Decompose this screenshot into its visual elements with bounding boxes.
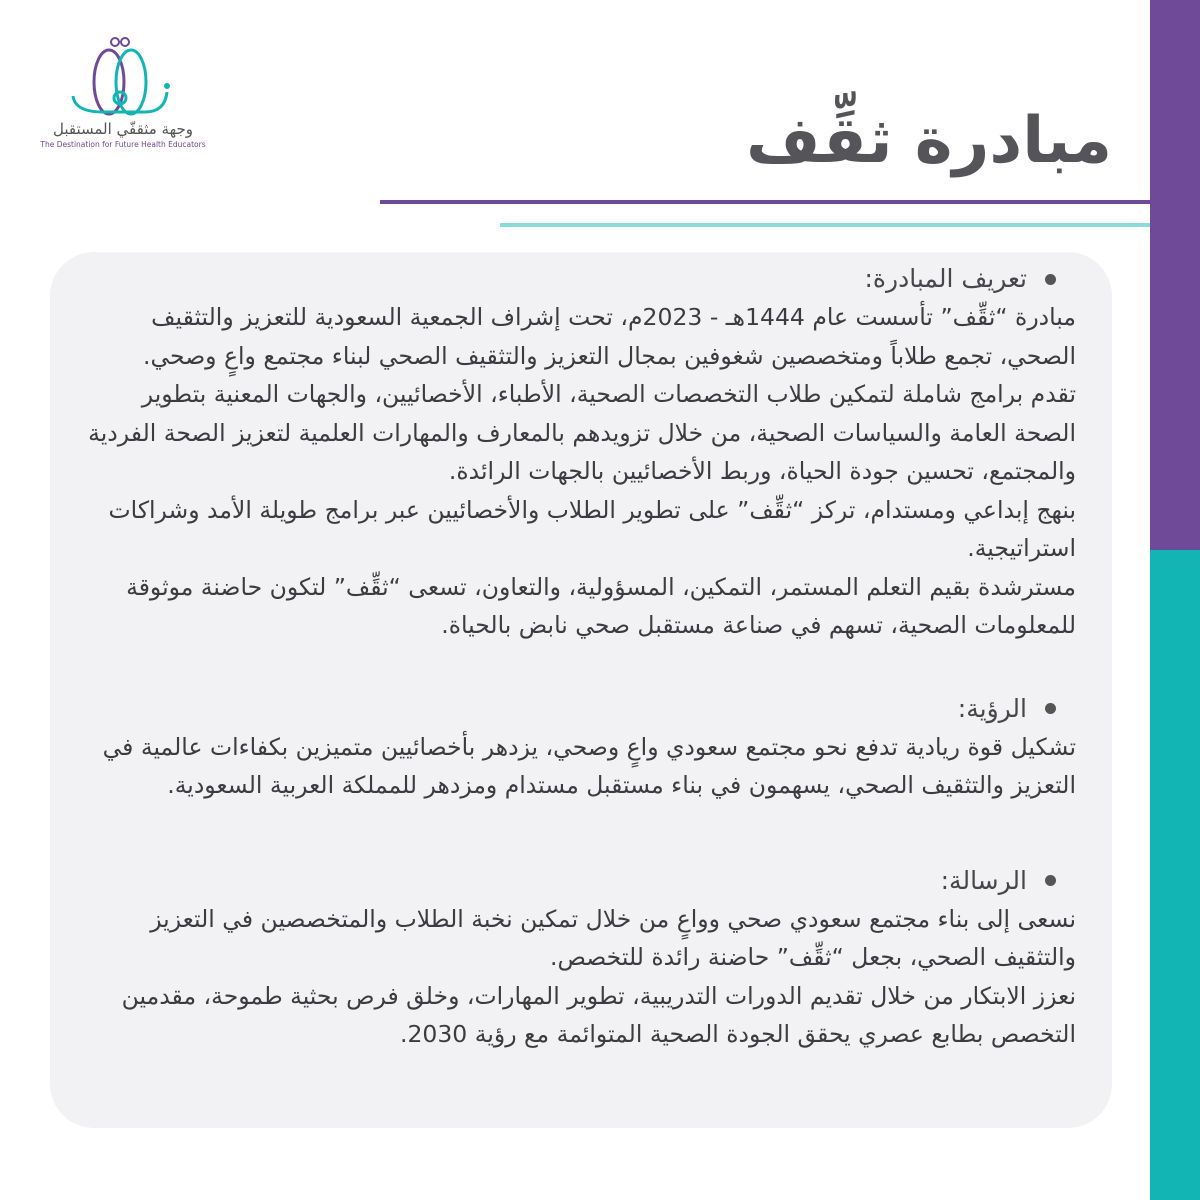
logo — [38, 36, 208, 176]
mission-paragraph: نعزز الابتكار من خلال تقديم الدورات التدريبية، تطوير المهارات، وخلق فرص بحثية طموحة، مقدمين التخصص بطابع عصري يحقق الجودة الصحية المتوائمة مع رؤية 2030. — [121, 981, 1076, 1048]
section-heading-text: الرسالة: — [940, 865, 1027, 895]
vision-paragraph: تشكيل قوة ريادية تدفع نحو مجتمع سعودي واعٍ وصحي، يزدهر بأخصائيين متميزين بكفاءات عالمية في التعزيز والتثقيف الصحي، يسهمون في بناء مستقبل مستدام ومزدهر للمملكة العربية السعودية. — [102, 732, 1076, 799]
section-heading-text: تعريف المبادرة: — [864, 264, 1027, 293]
purple-side-stripe — [1150, 0, 1200, 550]
logo-tagline-arabic: وجهة مثقفّي المستقبل — [52, 120, 194, 138]
bullet-icon — [1045, 274, 1056, 285]
page-title: مبادرة ثقِّف — [746, 104, 1112, 178]
section-spacer — [80, 645, 1076, 690]
mission-paragraph: نسعى إلى بناء مجتمع سعودي صحي وواعٍ من خلال تمكين نخبة الطلاب والمتخصصين في التعزيز والتثقيف الصحي، بجعل “ثقِّف” حاضنة رائدة للتخصص. — [150, 904, 1076, 971]
section-heading-text: الرؤية: — [957, 693, 1027, 723]
logo-mark-icon — [63, 36, 183, 118]
section-heading-definition — [80, 260, 1076, 298]
bullet-icon — [1045, 875, 1056, 886]
bullet-icon — [1045, 703, 1056, 714]
content-card — [50, 252, 1112, 1128]
section-heading-vision — [80, 690, 1076, 728]
definition-paragraph: مبادرة “ثقِّف” تأسست عام 1444هـ - 2023م، تحت إشراف الجمعية السعودية للتعزيز والتثقيف الصحي، تجمع طلاباً ومتخصصين شغوفين بمجال التعزيز والتثقيف الصحي لبناء مجتمع واعٍ وصحي. — [143, 303, 1076, 370]
section-heading-mission — [80, 862, 1076, 900]
teal-side-stripe — [1150, 550, 1200, 1200]
definition-paragraph: تقدم برامج شاملة لتمكين طلاب التخصصات الصحية، الأطباء، الأخصائيين، والجهات المعنية بتطوير الصحة العامة والسياسات الصحية، من خلال تزويدهم بالمعارف والمهارات العلمية لتعزيز الصحة الفردية والمجتمع، تحسين جودة الحياة، وربط الأخصائيين بالجهات الرائدة. — [88, 380, 1076, 485]
purple-divider-line — [380, 200, 1150, 204]
teal-divider-line — [500, 223, 1150, 227]
logo-tagline-english: The Destination for Future Health Educators — [40, 140, 206, 149]
section-spacer — [80, 805, 1076, 862]
definition-paragraph: مسترشدة بقيم التعلم المستمر، التمكين، المسؤولية، والتعاون، تسعى “ثقِّف” لتكون حاضنة موثوقة للمعلومات الصحية، تسهم في صناعة مستقبل صحي نابض بالحياة. — [126, 572, 1076, 639]
definition-paragraph: بنهج إبداعي ومستدام، تركز “ثقِّف” على تطوير الطلاب والأخصائيين عبر برامج طويلة الأمد وشراكات استراتيجية. — [108, 495, 1076, 562]
